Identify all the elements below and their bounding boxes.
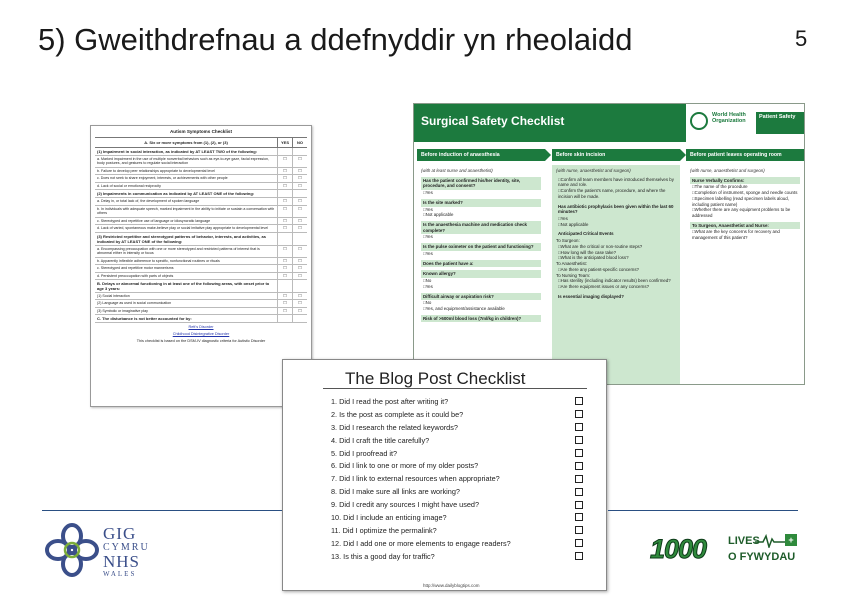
autism-no-checkbox: □	[292, 265, 307, 271]
gig-text: GIG	[103, 524, 137, 543]
surgical-target: To Anaesthetist:	[556, 261, 587, 267]
phase-participants: (with nurse, anaesthetist and surgeon)	[690, 168, 765, 173]
surgical-option: □ Yes	[421, 190, 541, 196]
autism-no-checkbox: □	[292, 218, 307, 224]
blog-item-checkbox	[575, 501, 583, 509]
nhs-text: NHS	[103, 552, 141, 571]
blog-checklist-item	[331, 421, 583, 434]
autism-no-checkbox: □	[292, 300, 307, 306]
surgical-question: Risk of >500ml blood loss (7ml/kg in children)?	[421, 315, 541, 323]
autism-no-checkbox: □	[292, 246, 307, 257]
who-name: World Health Organization	[712, 112, 746, 125]
nhs-wales-logo	[45, 522, 175, 580]
surgical-option: □ Not applicable	[421, 212, 541, 218]
autism-no-checkbox	[292, 148, 307, 155]
autism-row-text: (2) Language as used in social communication	[97, 301, 172, 306]
autism-no-checkbox: □	[292, 293, 307, 299]
surgical-question: To Surgeon, Anaesthetist and Nurse:	[690, 222, 800, 230]
blog-item-text: 3. Did I research the related keywords?	[331, 422, 458, 432]
autism-no-checkbox: □	[292, 308, 307, 314]
surgical-question: Difficult airway or aspiration risk?	[421, 293, 541, 301]
autism-yes-checkbox: □	[277, 218, 292, 224]
autism-yes-checkbox	[277, 280, 292, 292]
autism-yes-checkbox: □	[277, 175, 292, 181]
surgical-question: Has the patient confirmed his/her identity, site, procedure, and consent?	[421, 177, 541, 190]
autism-no-checkbox: □	[292, 206, 307, 217]
autism-yes-checkbox: □	[277, 206, 292, 217]
surgical-option: □ Confirm the patient's name, procedure, and where the incision will be made.	[556, 188, 676, 199]
autism-footer-rett: Rett's Disorder	[188, 325, 214, 330]
phase-participants: (with nurse, anaesthetist and surgeon)	[556, 168, 631, 173]
autism-no-checkbox: □	[292, 175, 307, 181]
autism-yes-checkbox: □	[277, 225, 292, 231]
autism-row-text: (3) Symbolic or imaginative play	[97, 308, 148, 313]
lives-plus-badge: +	[785, 534, 797, 546]
phase-sign-in: Before induction of anaesthesia	[417, 149, 545, 161]
surgical-target: To Surgeon:	[556, 238, 580, 244]
autism-item-row	[95, 156, 307, 168]
blog-checklist-item	[331, 408, 583, 421]
autism-section-row	[95, 315, 307, 323]
surgical-option: □ Are there equipment issues or any concerns?	[556, 284, 676, 290]
surgical-option: □ Yes, and equipment/assistance available	[421, 306, 541, 312]
autism-row-text: a. Delay in, or total lack of, the development of spoken language	[97, 199, 200, 204]
blog-item-text: 13. Is this a good day for traffic?	[331, 551, 435, 561]
slide-number: 5	[795, 26, 808, 51]
autism-row-text: (2) Impairments in communication as indicated by AT LEAST ONE of the following:	[97, 191, 255, 197]
lives-number: 1000	[650, 534, 707, 564]
autism-yes-checkbox: □	[277, 273, 292, 279]
autism-section-row	[95, 148, 307, 156]
autism-row-text: d. Lack of social or emotional reciprocity	[97, 183, 161, 188]
autism-yes-checkbox: □	[277, 300, 292, 306]
autism-no-checkbox: □	[292, 273, 307, 279]
autism-row-text: c. Stereotyped and repetitive use of language or idiosyncratic language	[97, 218, 211, 223]
footer-rule-left	[42, 510, 282, 511]
autism-row-text: b. In individuals with adequate speech, marked impairment in the ability to initiate or sustain a conversation with others	[97, 206, 275, 216]
autism-row-text: (1) Social interaction	[97, 294, 130, 298]
blog-checklist-item	[331, 550, 583, 563]
autism-checklist-rows	[95, 148, 307, 324]
blog-item-checkbox	[575, 436, 583, 444]
autism-item-row	[95, 206, 307, 218]
blog-checklist-title: The Blog Post Checklist	[345, 369, 526, 388]
surgical-option: □ Yes	[421, 234, 541, 240]
who-branding	[686, 104, 805, 142]
autism-no-checkbox: □	[292, 225, 307, 231]
blog-title-divider	[323, 388, 587, 389]
who-globe-icon	[690, 112, 708, 130]
autism-checklist-title: Autism Symptoms Checklist	[169, 129, 233, 134]
autism-item-row	[95, 246, 307, 258]
blog-checklist-list	[331, 395, 583, 563]
phase-time-out: Before skin incision	[552, 149, 680, 161]
autism-row-text: b. Failure to develop peer relationships appropriate to developmental level	[97, 168, 215, 173]
blog-item-text: 2. Is the post as complete as it could be?	[331, 409, 464, 419]
autism-item-row	[95, 183, 307, 190]
autism-row-text: (1) Impairment in social interaction, as indicated by AT LEAST TWO of the following:	[97, 148, 258, 154]
autism-no-checkbox	[292, 280, 307, 292]
autism-section-row	[95, 190, 307, 198]
lives-text: LIVES	[728, 535, 760, 547]
autism-checklist-image	[90, 125, 312, 407]
blog-item-checkbox	[575, 488, 583, 496]
slide-title: 5) Gweithdrefnau a ddefnyddir yn rheolaidd	[38, 22, 633, 57]
blog-item-text: 5. Did I proofread it?	[331, 448, 398, 458]
autism-header-question: A. Six or more symptoms from (1), (2), or (3)	[144, 139, 228, 145]
autism-yes-checkbox: □	[277, 168, 292, 174]
surgical-option: □ The name of the procedure	[690, 184, 800, 190]
blog-item-text: 11. Did I optimize the permalink?	[331, 525, 437, 535]
blog-item-checkbox	[575, 449, 583, 457]
autism-row-text: a. Encompassing preoccupation with one or more stereotyped and restricted patterns of interest that is abnormal either in intensity or focus	[97, 246, 260, 256]
surgical-checklist-title: Surgical Safety Checklist	[421, 114, 565, 128]
surgical-option: □ Has sterility (including indicator results) been confirmed?	[556, 278, 676, 284]
blog-checklist-item	[331, 524, 583, 537]
autism-yes-checkbox: □	[277, 156, 292, 167]
surgical-option: □ Completion of instrument, sponge and needle counts	[690, 190, 800, 196]
autism-item-row	[95, 300, 307, 307]
surgical-question: Is the site marked?	[421, 199, 541, 207]
blog-checklist-item	[331, 434, 583, 447]
surgical-question: Anticipated Critical Events	[558, 231, 614, 237]
autism-no-checkbox: □	[292, 198, 307, 204]
autism-row-text: (3) Restricted repetitive and stereotyped patterns of behavior, interests, and activities, as indicated by AT LEAST ONE of the following:	[97, 233, 266, 244]
surgical-option: □ What are the critical or non-routine steps?	[556, 244, 676, 250]
fywydau-text: O FYWYDAU	[728, 551, 796, 563]
autism-footer-note: This checklist is based on the DSM-IV diagnostic criteria for Autistic Disorder	[136, 338, 266, 343]
surgical-option: □ Whether there are any equipment problems to be addressed	[690, 207, 800, 218]
autism-yes-checkbox	[277, 315, 292, 322]
blog-item-text: 10. Did I include an enticing image?	[331, 512, 447, 522]
surgical-column-2	[552, 165, 680, 384]
autism-item-row	[95, 273, 307, 280]
autism-no-checkbox: □	[292, 258, 307, 264]
surgical-option: □ Yes	[556, 216, 676, 222]
autism-yes-checkbox	[277, 233, 292, 245]
surgical-option: □ No	[421, 278, 541, 284]
blog-item-checkbox	[575, 397, 583, 405]
heartbeat-icon	[755, 534, 785, 548]
surgical-header-bar	[414, 104, 686, 142]
autism-no-checkbox: □	[292, 168, 307, 174]
surgical-option: □ Are there any patient-specific concerns?	[556, 267, 676, 273]
surgical-column-3	[686, 165, 804, 384]
blog-checklist-item	[331, 537, 583, 550]
autism-section-row	[95, 233, 307, 246]
blog-item-checkbox	[575, 423, 583, 431]
who-patient-safety: Patient Safety	[756, 112, 805, 134]
autism-item-row	[95, 265, 307, 272]
autism-yes-checkbox: □	[277, 246, 292, 257]
surgical-question: Nurse Verbally Confirms:	[690, 177, 800, 185]
blog-item-text: 7. Did I link to external resources when appropriate?	[331, 474, 500, 484]
autism-row-text: b. Apparently inflexible adherence to specific, nonfunctional routines or rituals	[97, 258, 220, 263]
celtic-knot-icon	[45, 522, 99, 578]
autism-yes-checkbox: □	[277, 293, 292, 299]
surgical-option: □ What is the anticipated blood loss?	[556, 255, 676, 261]
autism-yes-checkbox: □	[277, 308, 292, 314]
autism-yes-checkbox	[277, 148, 292, 155]
autism-yes-checkbox: □	[277, 265, 292, 271]
blog-item-checkbox	[575, 475, 583, 483]
autism-section-row	[95, 280, 307, 293]
surgical-option: □ No	[421, 300, 541, 306]
surgical-option: □ Yes	[421, 207, 541, 213]
autism-no-checkbox	[292, 190, 307, 197]
surgical-question: Is the pulse oximeter on the patient and functioning?	[421, 243, 541, 251]
autism-row-text: a. Marked impairment in the use of multiple nonverbal behaviors such as eye-to-eye gaze, facial expression, body postures, and gestures to regulate social interaction	[97, 156, 269, 166]
autism-no-checkbox	[292, 315, 307, 322]
surgical-option: □ Not applicable	[556, 222, 676, 228]
blog-item-text: 8. Did I make sure all links are working?	[331, 487, 460, 497]
blog-checklist-item	[331, 395, 583, 408]
surgical-question: Is the anaesthesia machine and medication check complete?	[421, 221, 541, 234]
autism-no-checkbox: □	[292, 183, 307, 189]
phase-participants: (with at least nurse and anaesthetist)	[421, 168, 493, 173]
phase-sign-out: Before patient leaves operating room	[686, 149, 804, 161]
autism-row-text: c. Does not seek to share enjoyment, interests, or achievements with other people	[97, 176, 228, 181]
surgical-option: □ What are the key concerns for recovery and management of this patient?	[690, 229, 800, 240]
autism-item-row	[95, 198, 307, 205]
blog-item-checkbox	[575, 410, 583, 418]
blog-item-text: 4. Did I craft the title carefully?	[331, 435, 430, 445]
blog-item-text: 6. Did I link to one or more of my older posts?	[331, 461, 479, 471]
blog-item-text: 9. Did I credit any sources I might have used?	[331, 500, 480, 510]
surgical-column-1	[417, 165, 545, 384]
blog-item-checkbox	[575, 539, 583, 547]
surgical-checklist-image	[413, 103, 805, 385]
blog-item-text: 1. Did I read the post after writing it?	[331, 396, 449, 406]
autism-item-row	[95, 225, 307, 232]
blog-url: http://www.dailyblogtips.com	[423, 583, 480, 588]
autism-item-row	[95, 175, 307, 182]
blog-checklist-item	[331, 459, 583, 472]
surgical-target: To Nursing Team:	[556, 272, 591, 278]
blog-checklist-image	[282, 359, 607, 591]
blog-item-checkbox	[575, 513, 583, 521]
blog-item-checkbox	[575, 552, 583, 560]
1000-lives-logo	[650, 534, 800, 576]
autism-yes-checkbox: □	[277, 198, 292, 204]
autism-checklist-header	[95, 137, 307, 148]
autism-no-checkbox: □	[292, 156, 307, 167]
autism-row-text: c. Stereotyped and repetitive motor mannerisms	[97, 266, 174, 271]
surgical-question: Does the patient have a:	[421, 260, 541, 268]
surgical-option: □ Yes	[421, 284, 541, 290]
autism-header-no: NO	[292, 138, 307, 147]
autism-yes-checkbox: □	[277, 183, 292, 189]
blog-checklist-item	[331, 511, 583, 524]
surgical-option: □ Confirm all team members have introduced themselves by name and role.	[556, 177, 676, 188]
autism-item-row	[95, 258, 307, 265]
autism-yes-checkbox	[277, 190, 292, 197]
autism-item-row	[95, 308, 307, 315]
autism-row-text: d. Lack of varied, spontaneous make-believe play or social imitative play appropriate to developmental level	[97, 226, 268, 231]
phase-arrow-icon	[545, 149, 551, 161]
autism-row-text: d. Persistent preoccupation with parts of objects	[97, 273, 174, 278]
blog-checklist-item	[331, 485, 583, 498]
surgical-option: □ Specimen labelling (read specimen labels aloud, including patient name)	[690, 196, 800, 207]
blog-item-checkbox	[575, 526, 583, 534]
blog-checklist-item	[331, 472, 583, 485]
autism-item-row	[95, 293, 307, 300]
cymru-text: CYMRU	[103, 542, 150, 553]
autism-no-checkbox	[292, 233, 307, 245]
autism-item-row	[95, 168, 307, 175]
wales-text: WALES	[103, 570, 137, 578]
autism-item-row	[95, 218, 307, 225]
footer-rule-right	[608, 510, 798, 511]
surgical-question: Has antibiotic prophylaxis been given within the last 60 minutes?	[558, 203, 674, 215]
surgical-question: Is essential imaging displayed?	[558, 293, 624, 299]
surgical-option: □ How long will the case take?	[556, 250, 676, 256]
blog-item-text: 12. Did I add one or more elements to engage readers?	[331, 538, 511, 548]
blog-checklist-item	[331, 447, 583, 460]
blog-checklist-item	[331, 498, 583, 511]
blog-item-checkbox	[575, 462, 583, 470]
surgical-question: Known allergy?	[421, 270, 541, 278]
autism-row-text: B. Delays or abnormal functioning in at least one of the following areas, with onset prior to age 3 years:	[97, 281, 270, 291]
surgical-option: □ Yes	[421, 251, 541, 257]
autism-yes-checkbox: □	[277, 258, 292, 264]
autism-footer-cdd: Childhood Disintegrative Disorder	[172, 332, 230, 337]
autism-row-text: C. The disturbance is not better accounted for by:	[97, 316, 192, 322]
autism-header-yes: YES	[277, 138, 292, 147]
